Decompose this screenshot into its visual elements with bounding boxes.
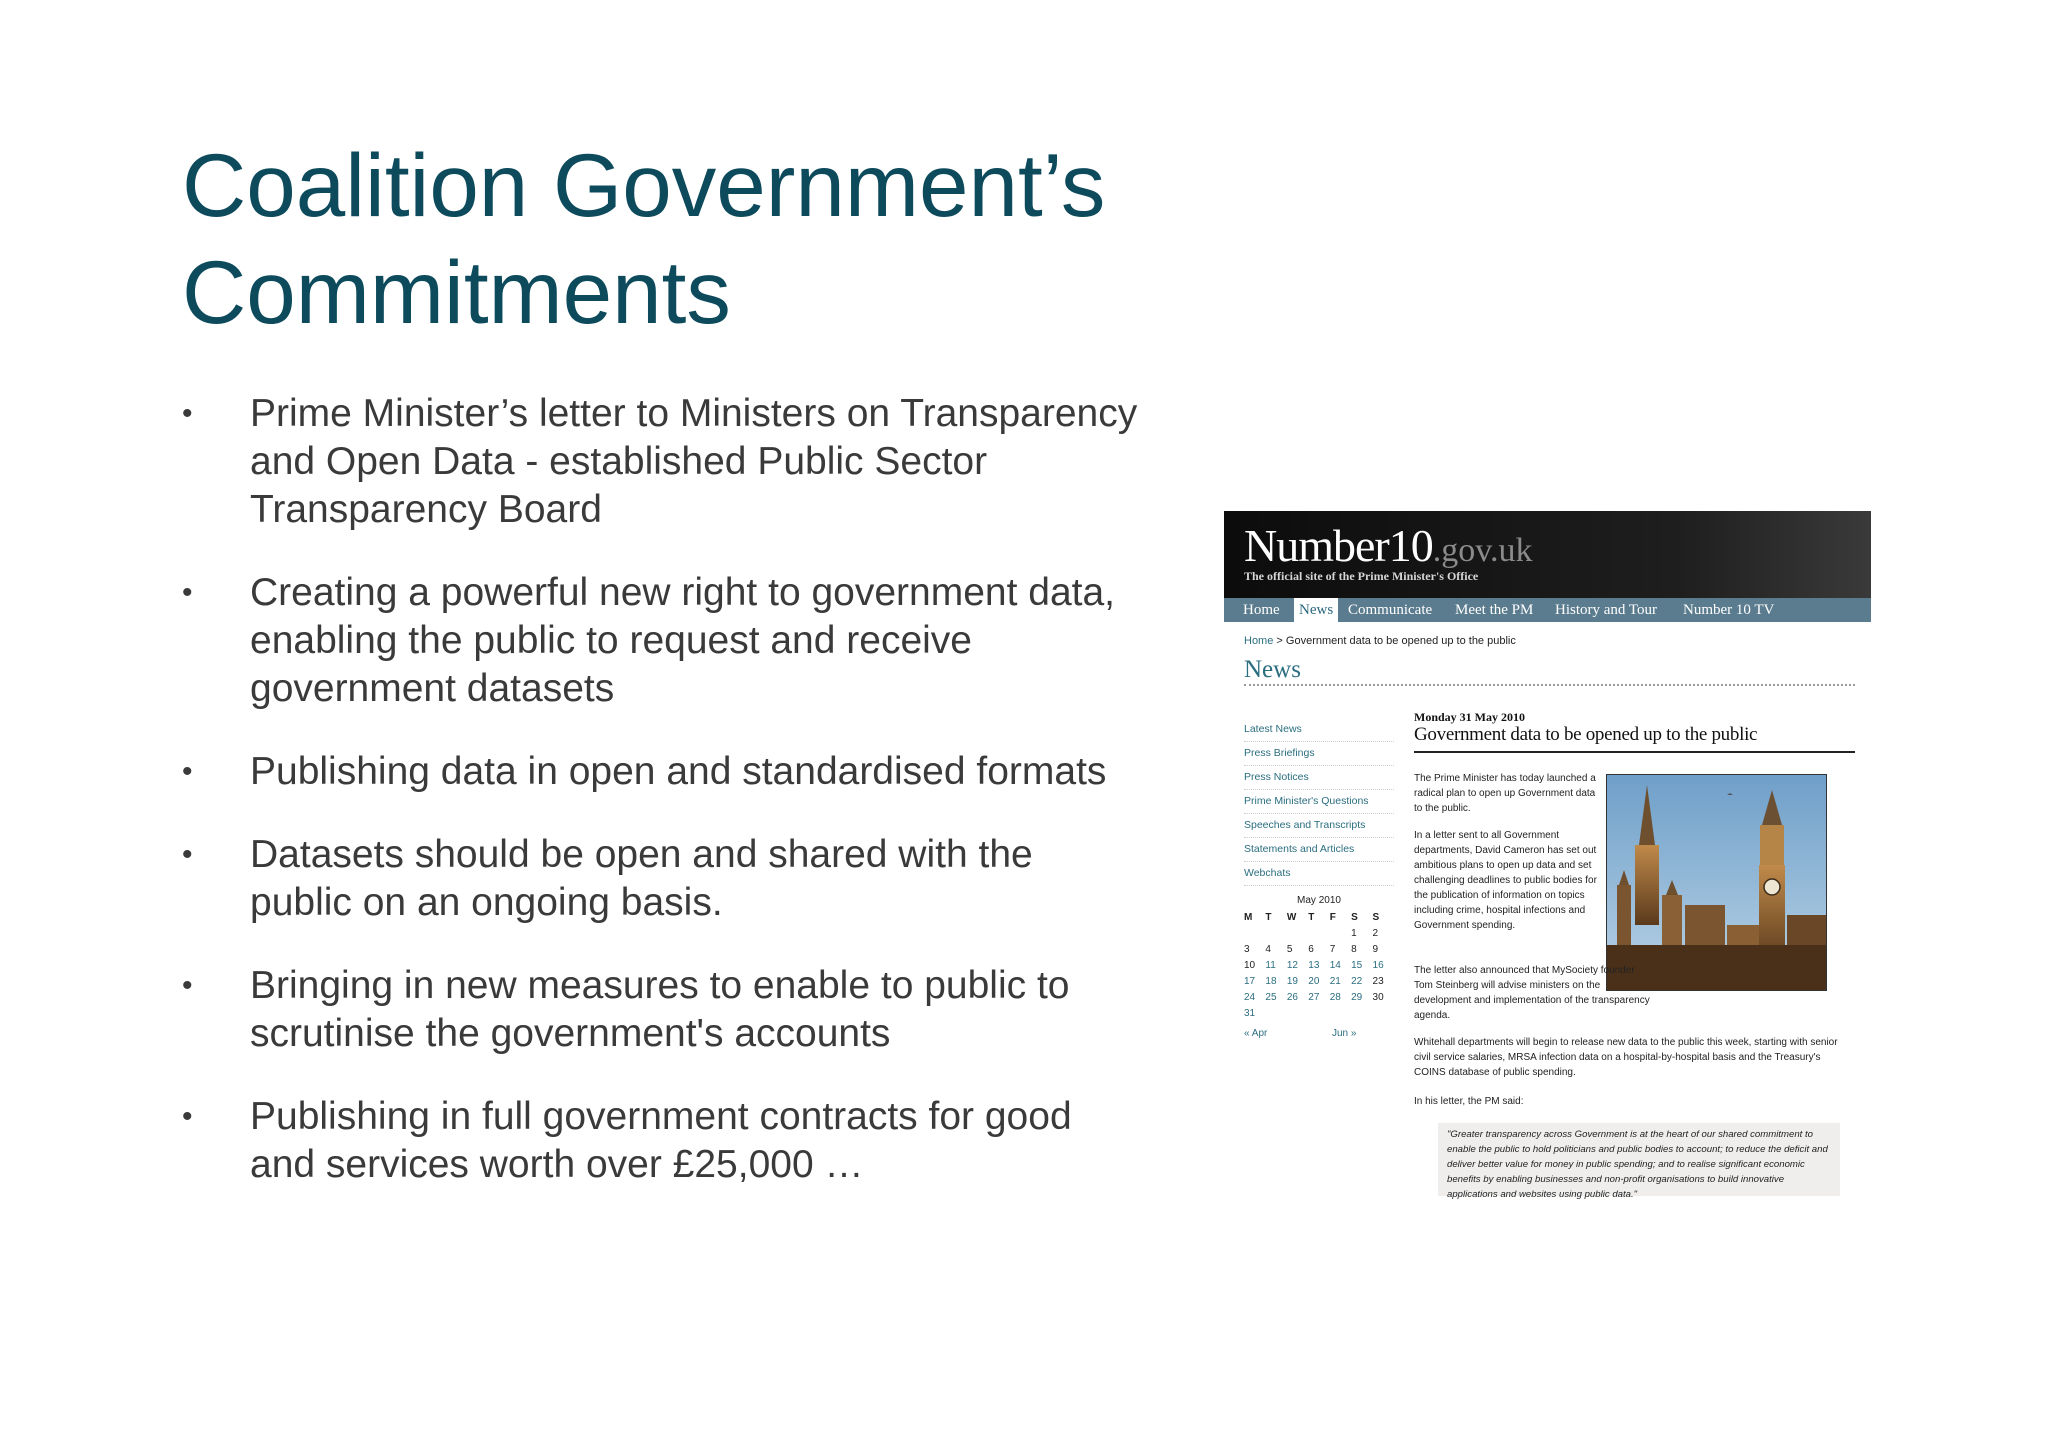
calendar-day-link[interactable]: 17 <box>1244 975 1256 987</box>
calendar-day-link[interactable]: 21 <box>1329 975 1341 987</box>
calendar-day: 9 <box>1372 943 1379 955</box>
sidebar-item-speeches[interactable]: Speeches and Transcripts <box>1244 815 1394 838</box>
calendar-day-link[interactable]: 31 <box>1244 1007 1256 1019</box>
bullet-text-line: Datasets should be open and shared with the <box>250 833 1033 876</box>
calendar-day-header: T <box>1265 911 1272 923</box>
bullet-item <box>182 831 1033 927</box>
breadcrumb-current: Government data to be opened up to the public <box>1285 635 1516 647</box>
bullet-text-line: Creating a powerful new right to government data, <box>250 571 1115 614</box>
bullet-icon: • <box>182 1100 193 1133</box>
calendar-day-link[interactable]: 12 <box>1286 959 1298 971</box>
calendar-day-link[interactable]: 11 <box>1265 959 1276 971</box>
calendar-day-header: F <box>1329 911 1336 923</box>
calendar-day <box>1244 925 1265 941</box>
site-masthead <box>1224 511 1871 598</box>
bullet-item <box>182 748 1106 796</box>
parliament-photo <box>1606 774 1827 991</box>
pm-quote-box <box>1438 1123 1840 1200</box>
pm-quote-text: "Greater transparency across Government is at the heart of our shared commitment to enable the public to hold politicians and public bodies to account; to reduce the deficit and deliver better value for money in public spending; and to realise significant economic benefits by enabling businesses and non-profit organisations to build innovative applications and websites using public data." <box>1447 1129 1828 1200</box>
calendar-day-link[interactable]: 25 <box>1265 991 1277 1003</box>
nav-news[interactable]: News <box>1294 598 1338 622</box>
calendar-day: 4 <box>1265 943 1271 955</box>
calendar-day: 1 <box>1351 927 1357 939</box>
calendar-day-header: M <box>1244 911 1253 923</box>
number10-website-screenshot <box>1224 511 1871 1201</box>
sidebar-menu <box>1244 719 1394 887</box>
bullet-icon: • <box>182 838 193 871</box>
article-paragraph: In a letter sent to all Government departments, David Cameron has set out ambitious plans to open up data and set challenging deadlines to public bodies for the publication of information on topics including crime, hospital infections and Government spending. <box>1414 830 1597 931</box>
calendar-day-link[interactable]: 27 <box>1308 991 1320 1003</box>
calendar-day: 6 <box>1308 943 1314 955</box>
calendar-nav <box>1244 1028 1394 1039</box>
calendar-title: May 2010 <box>1297 895 1341 906</box>
calendar-day: 2 <box>1372 927 1379 939</box>
calendar-day-link[interactable]: 13 <box>1308 959 1320 971</box>
breadcrumb <box>1244 635 1516 647</box>
bullet-item <box>182 569 1115 713</box>
calendar-day <box>1287 925 1308 941</box>
sidebar-item-press-notices[interactable]: Press Notices <box>1244 767 1394 790</box>
calendar-day: 5 <box>1286 943 1293 955</box>
nav-home[interactable]: Home <box>1243 602 1280 618</box>
bullet-text-line: Prime Minister’s letter to Ministers on Transparency <box>250 392 1138 435</box>
article-rule <box>1414 751 1855 753</box>
calendar-day-link[interactable]: 26 <box>1286 991 1298 1003</box>
bullet-item <box>182 390 1137 534</box>
calendar-day: 8 <box>1351 943 1357 955</box>
calendar-day-link[interactable]: 20 <box>1308 975 1320 987</box>
breadcrumb-home[interactable]: Home <box>1244 635 1274 647</box>
nav-meet-the-pm[interactable]: Meet the PM <box>1455 602 1534 618</box>
bullet-icon: • <box>182 755 193 788</box>
divider <box>1244 684 1855 686</box>
big-ben-image <box>1607 775 1826 990</box>
slide-title <box>182 132 1182 346</box>
sidebar-item-latest-news[interactable]: Latest News <box>1244 719 1394 742</box>
nav-history-and-tour[interactable]: History and Tour <box>1555 602 1657 618</box>
bullet-text-line: scrutinise the government's accounts <box>250 1012 891 1055</box>
calendar-day-link[interactable]: 24 <box>1244 991 1256 1003</box>
calendar-day-header: W <box>1286 911 1297 923</box>
bullet-icon: • <box>182 969 193 1002</box>
calendar-next-link[interactable]: Jun » <box>1332 1028 1357 1039</box>
calendar-day: 30 <box>1372 991 1384 1003</box>
calendar-day-link[interactable]: 29 <box>1351 991 1363 1003</box>
site-tagline: The official site of the Prime Minister's Office <box>1244 569 1479 583</box>
sidebar-item-pmqs[interactable]: Prime Minister's Questions <box>1244 791 1394 814</box>
calendar-day-link[interactable]: 18 <box>1265 975 1277 987</box>
breadcrumb-separator: > <box>1276 635 1283 647</box>
section-heading: News <box>1244 656 1301 683</box>
calendar-prev-link[interactable]: « Apr <box>1244 1028 1268 1039</box>
calendar-day <box>1265 925 1286 941</box>
article-paragraph: Whitehall departments will begin to release new data to the public this week, starting with senior civil service salaries, MRSA infection data on a hospital-by-hospital basis and the Treasury's COINS database of public spending. <box>1414 1037 1838 1078</box>
calendar-day: 10 <box>1244 959 1256 971</box>
site-nav <box>1224 598 1871 622</box>
article-date: Monday 31 May 2010 <box>1414 710 1525 724</box>
site-logo[interactable] <box>1244 519 1533 572</box>
bullet-text-line: Publishing in full government contracts for good <box>250 1095 1072 1138</box>
calendar <box>1244 895 1394 1021</box>
calendar-day-link[interactable]: 14 <box>1329 959 1341 971</box>
calendar-day-link[interactable]: 15 <box>1351 959 1363 971</box>
calendar-day: 23 <box>1372 975 1384 987</box>
calendar-day-link[interactable]: 22 <box>1351 975 1363 987</box>
logo-domain: .gov.uk <box>1432 532 1533 569</box>
bullet-item <box>182 962 1070 1058</box>
sidebar-item-webchats[interactable]: Webchats <box>1244 863 1394 886</box>
bullet-text-line: and Open Data - established Public Sector <box>250 440 988 483</box>
calendar-day-header: T <box>1308 911 1315 923</box>
slide-title-line1: Coalition Government’s <box>182 135 1106 235</box>
article-paragraph: In his letter, the PM said: <box>1414 1096 1524 1107</box>
bullet-text-line: Bringing in new measures to enable to public to <box>250 964 1070 1007</box>
bullet-text-line: and services worth over £25,000 … <box>250 1143 864 1186</box>
sidebar-item-press-briefings[interactable]: Press Briefings <box>1244 743 1394 766</box>
nav-communicate[interactable]: Communicate <box>1348 602 1433 618</box>
calendar-day-link[interactable]: 19 <box>1286 975 1298 987</box>
calendar-day-link[interactable]: 16 <box>1372 959 1384 971</box>
calendar-day-header: S <box>1351 911 1358 923</box>
bullet-icon: • <box>182 576 193 609</box>
bullet-item <box>182 1093 1072 1189</box>
sidebar-item-statements[interactable]: Statements and Articles <box>1244 839 1394 862</box>
article-paragraph: The Prime Minister has today launched a radical plan to open up Government data to the public. <box>1414 773 1596 814</box>
logo-main: Number10 <box>1244 520 1433 571</box>
calendar-grid <box>1244 909 1394 1021</box>
calendar-day-link[interactable]: 28 <box>1329 991 1341 1003</box>
slide-title-line2: Commitments <box>182 242 731 342</box>
bullet-text-line: Transparency Board <box>250 488 602 531</box>
calendar-day <box>1330 925 1351 941</box>
bullet-text-line: Publishing data in open and standardised formats <box>250 750 1107 793</box>
calendar-day <box>1308 925 1329 941</box>
bullet-text-line: government datasets <box>250 667 615 710</box>
article-paragraph: The letter also announced that MySociety founder Tom Steinberg will advise ministers on the development and implementation of the transparency agenda. <box>1414 965 1650 1021</box>
calendar-day: 7 <box>1329 943 1336 955</box>
calendar-day-header: S <box>1372 911 1380 923</box>
calendar-day: 3 <box>1244 943 1250 955</box>
bullet-icon: • <box>182 397 193 430</box>
bullet-text-line: enabling the public to request and receive <box>250 619 972 662</box>
nav-number10-tv[interactable]: Number 10 TV <box>1683 602 1775 618</box>
bullet-text-line: public on an ongoing basis. <box>250 881 723 924</box>
article-title: Government data to be opened up to the public <box>1414 724 1758 745</box>
